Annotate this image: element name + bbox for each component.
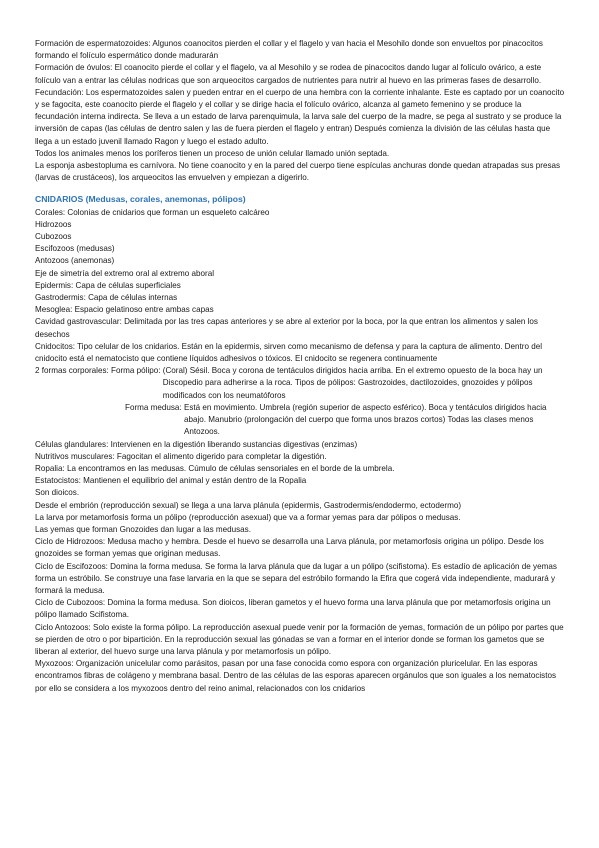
- line-escifozoos: Escifozoos (medusas): [35, 244, 115, 254]
- forma-medusa-block: [35, 402, 565, 439]
- paragraph-fecundacion: Fecundación: Los espermatozoides salen y pueden entrar en el cuerpo de una hembra con la corriente inhalante. Este es captado por un coanocito y se fagocita, este coanocito pierde el flagelo y el collar y se dirige hacia el folículo ovárico, alcanza al gameto femenino y se produce la fecundación interna indirecta. Se lleva a un estado de larva parenquimula, la larva sale del cuerpo de la madre, se pega al sustrato y se produce la inversión de capas (las células de dentro salen y las de fuera pierden el flagelo y entran) Después comienza la división de las células hasta que llega a un estado juvenil llamado Ragon y luego el estado adulto.: [35, 87, 565, 146]
- line-cnidocitos: Cnidocitos: Tipo celular de los cnidarios. Están en la epidermis, sirven como mecanismo de defensa y para la captura de alimento. Dentro del cnidocito está el nematocisto que contiene líquidos adhesivos o tóxicos. El cnidocito se regenera continuamente: [35, 341, 543, 364]
- paragraph-espermatozoides: Formación de espermatozoides: Algunos coanocitos pierden el collar y el flagelo y van hacia el Mesohilo donde son envueltos por pinacocitos formando el folículo espermático donde madurarán: [35, 39, 543, 61]
- forma-medusa-label: Forma medusa:: [125, 402, 184, 412]
- paragraph-ovulos: Formación de óvulos: El coanocito pierde el collar y el flagelo, va al Mesohilo y se rodea de pinacocitos dando lugar al folículo ovárico, a este folículo van a entrar las células nodricas que son arqueocitos cargados de nutrientes para nutrir al huevo en las primeras fases de desarrollo.: [35, 63, 542, 85]
- paragraph-ciclo-antozoos: Ciclo Antozoos: Solo existe la forma pólipo. La reproducción asexual puede venir por la formación de yemas, formación de un pólipo por partes que se pierden de otro o por bipartición. En la reproducción sexual las gónadas se van a formar en el interior donde se forman los gametos que se liberan al exterior, del huevo surge una larva plánula y por metamorfosis un pólipo.: [35, 622, 564, 656]
- line-yemas-gnozoides: Las yemas que forman Gnozoides dan lugar a las medusas.: [35, 524, 251, 534]
- line-gastrodermis: Gastrodermis: Capa de células internas: [35, 293, 178, 303]
- section-poriferos: [35, 38, 565, 184]
- line-celulas-glandulares: Células glandulares: Intervienen en la digestión liberando sustancias digestivas (enzimas): [35, 439, 358, 449]
- section-cnidarios: [35, 207, 565, 695]
- line-hidrozoos: Hidrozoos: [35, 219, 72, 229]
- line-nutritivos-musculares: Nutritivos musculares: Fagocitan el alimento digerido para completar la digestión.: [35, 451, 327, 461]
- line-cubozoos: Cubozoos: [35, 232, 72, 242]
- line-corales: Corales: Colonias de cnidarios que forman un esqueleto calcáreo: [35, 207, 270, 217]
- section-heading-cnidarios: CNIDARIOS (Medusas, corales, anemonas, pólipos): [35, 194, 246, 205]
- forma-polipo-label: 2 formas corporales: Forma pólipo:: [35, 366, 163, 376]
- line-embrion: Desde el embrión (reproducción sexual) se llega a una larva plánula (epidermis, Gastrodermis/endodermo, ectodermo): [35, 500, 462, 510]
- forma-medusa-text: Está en movimiento. Umbrela (región superior de aspecto esférico). Boca y tentáculos dirigidos hacia abajo. Manubrio (prolongación del cuerpo que forma unos brazos cortos) Todas las clases menos Antozoos.: [183, 402, 547, 437]
- line-ropalia: Ropalia: La encontramos en las medusas. Cúmulo de células sensoriales en el borde de la umbrela.: [35, 463, 395, 473]
- line-dioicos: Son dioicos.: [35, 488, 80, 498]
- forma-polipo-text: (Coral) Sésil. Boca y corona de tentáculos dirigidos hacia arriba. En el extremo opuesto de la boca hay un Discopedio para adherirse a la roca. Tipos de pólipos: Gastrozoides, dactilozoides, gnozoides y pólipos modificados con los neumatóforos: [162, 366, 543, 400]
- paragraph-union-septada: Todos los animales menos los poríferos tienen un proceso de unión celular llamado unión septada.: [35, 148, 390, 158]
- line-estatocistos: Estatocistos: Mantienen el equilibrio del animal y están dentro de la Ropalia: [35, 476, 307, 486]
- paragraph-ciclo-cubozoos: Ciclo de Cubozoos: Domina la forma medusa. Son dioicos, liberan gametos y el huevo forma una larva plánula que por metamorfosis origina un pólipo llamado Scifistoma.: [35, 598, 551, 620]
- paragraph-myxozoos: Myxozoos: Organización unicelular como parásitos, pasan por una fase conocida como espora con organización pluricelular. En las esporas encontramos fibras de colágeno y membrana basal. Dentro de las células de las esporas aparecen orgánulos que son iguales a los nematocistos por ello se considera a los myxozoos dentro del reino animal, relacionados con los cnidarios: [35, 659, 557, 693]
- line-eje-simetria: Eje de simetría del extremo oral al extremo aboral: [35, 268, 215, 278]
- line-cavidad-gastrovascular: Cavidad gastrovascular: Delimitada por las tres capas anteriores y se abre al exterior por la boca, por la que entran los alimentos y salen los desechos: [35, 317, 538, 339]
- paragraph-asbestopluma: La esponja asbestopluma es carnívora. No tiene coanocito y en la pared del cuerpo tiene espículas anchuras donde quedan atrapadas sus presas (larvas de crustáceos), los arqueocitos las envuelven y empiezan a digerirlo.: [35, 161, 561, 183]
- paragraph-ciclo-hidrozoos: Ciclo de Hidrozoos: Medusa macho y hembra. Desde el huevo se desarrolla una Larva plánula, por metamorfosis origina un pólipo. Desde los gnozoides se forman yemas que originan medusas.: [35, 537, 544, 559]
- line-antozoos: Antozoos (anemonas): [35, 256, 115, 266]
- document-page: [35, 38, 565, 695]
- line-epidermis: Epidermis: Capa de células superficiales: [35, 280, 181, 290]
- line-mesoglea: Mesoglea: Espacio gelatinoso entre ambas capas: [35, 305, 214, 315]
- forma-polipo-block: [35, 365, 565, 402]
- paragraph-ciclo-escifozoos: Ciclo de Escifozoos: Domina la forma medusa. Se forma la larva plánula que da lugar a un pólipo (scifistoma). Es estadío de aplicación de yemas forma un estróbilo. Se construye una fase larvaria en la que se separa del estróbilo formando la Efira que cogerá vida independiente, madurará y formará la medusa.: [35, 561, 557, 595]
- line-larva-metamorfosis: La larva por metamorfosis forma un pólipo (reproducción asexual) que va a formar yemas para dar pólipos o medusas.: [35, 512, 461, 522]
